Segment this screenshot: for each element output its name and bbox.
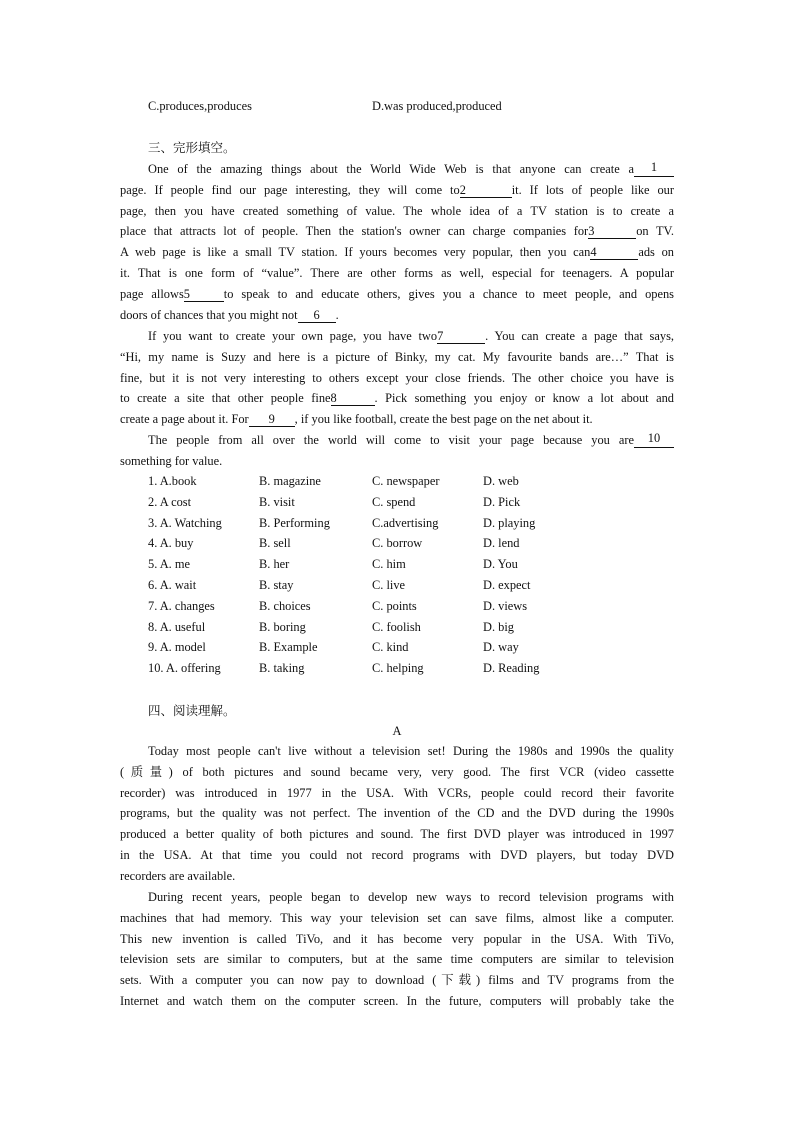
option-cell[interactable]: B. her (259, 557, 290, 572)
option-cell[interactable]: C. newspaper (372, 474, 440, 488)
passage-text: fine, but it is not very interesting to others except your close friends. The other choice you have is (120, 370, 674, 385)
blank-6[interactable]: 6 (298, 309, 336, 323)
reading-p2-line: machines that had memory. This way your television set can save films, almost like a computer. (120, 910, 674, 925)
passage-text: One of the amazing things about the World Wide Web is that anyone can create a (148, 162, 634, 176)
blank-1[interactable]: 1 (634, 161, 674, 177)
reading-p1-line: produced a better quality of both pictures and sound. The first DVD player was introduced in 1997 (120, 827, 674, 842)
option-cell[interactable]: 6. A. wait (148, 578, 197, 592)
reading-p1-line: in the USA. At that time you could not record programs with DVD players, but today DVD (120, 848, 674, 862)
cloze-p2-line (148, 328, 674, 344)
option-d: D.was produced,produced (372, 99, 502, 113)
option-cell[interactable]: C.advertising (372, 515, 439, 530)
passage-text: . (335, 307, 339, 322)
section4-heading: 四、阅读理解。 (148, 703, 236, 718)
reading-p1-line: recorders are available. (120, 868, 236, 883)
option-cell[interactable]: 3. A. Watching (148, 515, 222, 530)
option-cell[interactable]: D. Reading (483, 661, 540, 676)
option-cell[interactable]: B. sell (259, 536, 291, 551)
passage-text: . You can create a page that says, (485, 329, 674, 343)
passage-text: . Pick something you enjoy or know a lot about and (374, 391, 674, 406)
option-cell[interactable]: D. expect (483, 578, 531, 592)
option-cell[interactable]: 8. A. useful (148, 619, 206, 634)
cloze-p2-line (120, 390, 674, 406)
cloze-p1-line (120, 223, 674, 239)
option-cell[interactable]: C. him (372, 557, 406, 572)
passage-text: to speak to and educate others, gives you a chance to meet people, and opens (223, 286, 674, 301)
option-cell[interactable]: C. kind (372, 640, 409, 655)
option-cell[interactable]: C. helping (372, 661, 424, 676)
blank-8[interactable]: 8 (331, 392, 375, 406)
reading-p1-line: programs, but the quality was not perfect. The invention of the CD and the DVD during the 1990s (120, 806, 674, 821)
cloze-p1-line (120, 265, 674, 281)
option-cell[interactable]: C. spend (372, 494, 416, 509)
option-cell[interactable]: 1. A.book (148, 474, 197, 488)
option-cell[interactable]: C. points (372, 598, 417, 613)
option-c: C.produces,produces (148, 99, 252, 113)
reading-p2-line: This new invention is called TiVo, and it has become very popular in the USA. With TiVo, (120, 931, 674, 946)
option-cell[interactable]: D. You (483, 557, 518, 572)
option-cell[interactable]: B. magazine (259, 474, 321, 488)
option-cell[interactable]: D. Pick (483, 494, 521, 509)
reading-p2-line: Internet and watch them on the computer screen. In the future, computers will probably take the (120, 994, 674, 1008)
blank-5[interactable]: 5 (184, 288, 224, 302)
cloze-p1-line (148, 161, 674, 177)
option-cell[interactable]: D. playing (483, 515, 536, 530)
blank-4[interactable]: 4 (590, 246, 638, 260)
passage-text: ads on (638, 245, 674, 260)
reading-p2-line: sets. With a computer you can now pay to download (下载) films and TV programs from the (120, 973, 674, 988)
passage-text: page allows (120, 286, 184, 301)
option-cell[interactable]: 5. A. me (148, 557, 190, 572)
option-cell[interactable]: D. views (483, 598, 528, 613)
cloze-p2-line (120, 411, 674, 427)
passage-text: it. If lots of people like our (511, 182, 675, 197)
option-cell[interactable]: C. borrow (372, 536, 423, 551)
reading-p2-line: television sets are similar to computers, but at the same time computers are similar to television (120, 952, 674, 967)
cloze-p1-line (120, 286, 674, 302)
blank-3[interactable]: 3 (588, 225, 636, 239)
passage-text: create a page about it. For (120, 412, 249, 427)
passage-text: , if you like football, create the best page on the net about it. (294, 412, 593, 427)
blank-9[interactable]: 9 (249, 413, 295, 427)
option-cell[interactable]: 7. A. changes (148, 598, 215, 613)
option-cell[interactable]: B. Performing (259, 515, 330, 530)
cloze-p1-line (120, 244, 674, 260)
reading-p2-line: During recent years, people began to develop new ways to record television programs with (148, 890, 674, 904)
cloze-p2-line (120, 349, 674, 365)
cloze-p3-line (120, 453, 674, 469)
blank-2[interactable]: 2 (460, 184, 512, 198)
blank-7[interactable]: 7 (437, 330, 485, 344)
option-cell[interactable]: D. big (483, 619, 514, 634)
option-cell[interactable]: B. boring (259, 619, 306, 634)
passage-text: it. That is one form of “value”. There are other forms as well, especial for teenagers. A popular (120, 266, 674, 280)
option-cell[interactable]: 9. A. model (148, 640, 206, 655)
passage-text: doors of chances that you might not (120, 307, 298, 322)
passage-text: “Hi, my name is Suzy and here is a picture of Binky, my cat. My favourite bands are…” That is (120, 349, 674, 364)
passage-text: If you want to create your own page, you have two (148, 329, 438, 343)
option-cell[interactable]: 2. A cost (148, 494, 192, 509)
cloze-p1-line (120, 182, 674, 198)
passage-text: something for value. (120, 453, 223, 468)
option-cell[interactable]: C. foolish (372, 619, 421, 634)
option-cell[interactable]: B. stay (259, 578, 294, 592)
reading-p1-line: recorder) was introduced in 1977 in the USA. With VCRs, people could record their favorite (120, 785, 674, 800)
passage-text: page, then you have created something of value. The whole idea of a TV station is to create a (120, 203, 674, 218)
option-cell[interactable]: C. live (372, 578, 406, 592)
reading-p1-line: (质量) of both pictures and sound became very, very good. The first VCR (video cassette (120, 764, 674, 779)
blank-10[interactable]: 10 (634, 432, 674, 448)
passage-text: on TV. (636, 224, 675, 239)
option-cell[interactable]: B. Example (259, 640, 318, 655)
option-cell[interactable]: D. web (483, 474, 519, 488)
cloze-p1-line (120, 307, 674, 323)
reading-p1-line: Today most people can't live without a television set! During the 1980s and 1990s the quality (148, 744, 674, 758)
passage-text: place that attracts lot of people. Then the station's owner can charge companies for (120, 224, 589, 239)
cloze-p2-line (120, 370, 674, 386)
option-cell[interactable]: D. lend (483, 536, 520, 551)
passage-label: A (392, 724, 402, 738)
option-cell[interactable]: B. taking (259, 661, 305, 676)
passage-text: The people from all over the world will come to visit your page because you are (148, 433, 634, 447)
cloze-p1-line (120, 203, 674, 219)
option-cell[interactable]: D. way (483, 640, 519, 655)
passage-text: to create a site that other people fine (120, 391, 331, 406)
passage-text: page. If people find our page interesting, they will come to (120, 182, 460, 197)
option-cell[interactable]: 4. A. buy (148, 536, 194, 551)
cloze-p3-line (148, 432, 674, 448)
option-cell[interactable]: B. visit (259, 494, 295, 509)
section3-heading: 三、完形填空。 (148, 140, 236, 155)
option-cell[interactable]: 10. A. offering (148, 661, 221, 676)
option-cell[interactable]: B. choices (259, 598, 311, 613)
passage-text: A web page is like a small TV station. If yours becomes very popular, then you can (120, 245, 591, 260)
